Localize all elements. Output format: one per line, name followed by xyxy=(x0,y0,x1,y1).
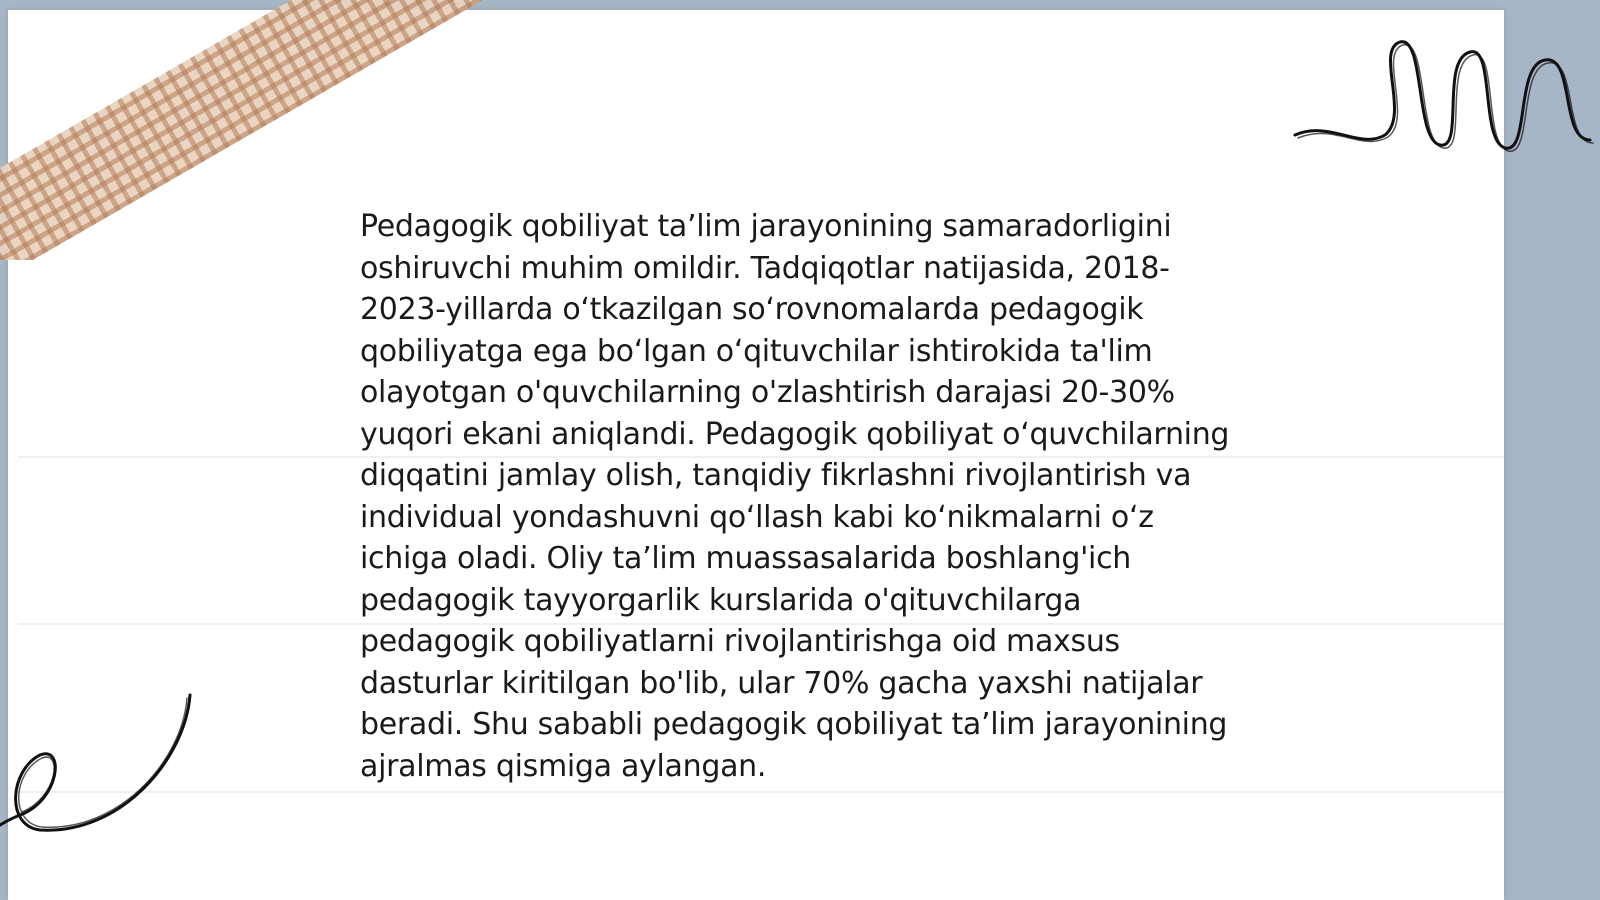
loop-scribble-icon xyxy=(0,690,200,850)
body-paragraph: Pedagogik qobiliyat ta’lim jarayonining samaradorligini oshiruvchi muhim omildir. Tadqiqotlar natijasida, 2018-2023-yillarda o‘tkazilgan so‘rovnomalarda pedagogik qobiliyatga ega bo‘lgan o‘qituvchilar ishtirokida ta'lim olayotgan o'quvchilarning o'zlashtirish darajasi 20-30% yuqori ekani aniqlandi. Pedagogik qobiliyat o‘quvchilarning diqqatini jamlay olish, tanqidiy fikrlashni rivojlantirish va individual yondashuvni qo‘llash kabi ko‘nikmalarni o‘z ichiga oladi. Oliy ta’lim muassasalarida boshlang'ich pedagogik tayyorgarlik kurslarida o'qituvchilarga pedagogik qobiliyatlarni rivojlantirishga oid maxsus dasturlar kiritilgan bo'lib, ular 70% gacha yaxshi natijalar beradi. Shu sababli pedagogik qobiliyat ta’lim jarayonining ajralmas qismiga aylangan. xyxy=(360,209,1230,784)
loop-scribble-icon xyxy=(1290,30,1600,170)
paper-rule-line xyxy=(18,791,1504,793)
